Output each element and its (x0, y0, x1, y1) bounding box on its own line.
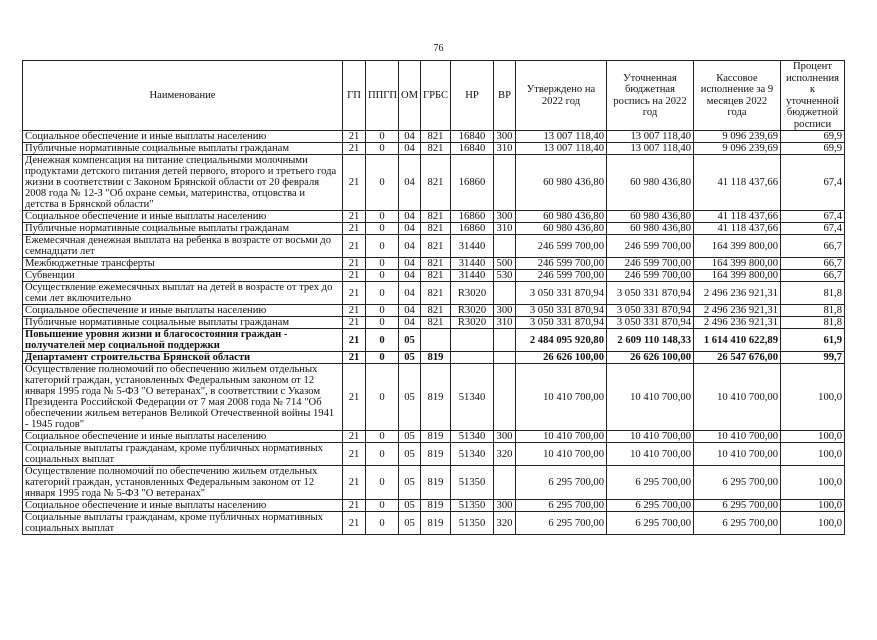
cell-om: 05 (399, 443, 421, 466)
cell-approved: 6 295 700,00 (516, 500, 607, 512)
header-om: ОМ (399, 61, 421, 131)
cell-om: 05 (399, 364, 421, 431)
cell-percent: 81,8 (781, 282, 845, 305)
cell-ppgp: 0 (366, 305, 399, 317)
cell-ppgp: 0 (366, 223, 399, 235)
cell-om: 05 (399, 329, 421, 352)
cell-vr (494, 364, 516, 431)
cell-approved: 246 599 700,00 (516, 270, 607, 282)
cell-cash: 6 295 700,00 (694, 512, 781, 535)
cell-grbs: 821 (421, 258, 451, 270)
cell-ppgp: 0 (366, 270, 399, 282)
cell-percent: 100,0 (781, 431, 845, 443)
table-row (23, 235, 845, 258)
cell-om: 05 (399, 500, 421, 512)
cell-cash: 2 496 236 921,31 (694, 305, 781, 317)
header-row (23, 61, 845, 131)
table-row (23, 466, 845, 500)
cell-grbs: 821 (421, 270, 451, 282)
header-approved: Утверждено на 2022 год (516, 61, 607, 131)
cell-om: 04 (399, 258, 421, 270)
cell-refined: 60 980 436,80 (607, 211, 694, 223)
cell-approved: 10 410 700,00 (516, 431, 607, 443)
cell-approved: 60 980 436,80 (516, 155, 607, 211)
cell-gp: 21 (343, 235, 366, 258)
cell-np: 31440 (451, 270, 494, 282)
cell-om: 05 (399, 352, 421, 364)
cell-vr: 310 (494, 223, 516, 235)
cell-gp: 21 (343, 305, 366, 317)
header-percent: Процент исполнения к уточненной бюджетной росписи (781, 61, 845, 131)
cell-vr (494, 235, 516, 258)
cell-name: Публичные нормативные социальные выплаты гражданам (23, 317, 343, 329)
cell-name: Повышение уровня жизни и благосостояния граждан - получателей мер социальной поддержки (23, 329, 343, 352)
cell-np: 51350 (451, 466, 494, 500)
cell-approved: 13 007 118,40 (516, 143, 607, 155)
cell-grbs: 821 (421, 282, 451, 305)
cell-gp: 21 (343, 329, 366, 352)
cell-vr: 310 (494, 143, 516, 155)
cell-np: 16840 (451, 143, 494, 155)
budget-table (22, 60, 845, 535)
cell-refined: 13 007 118,40 (607, 143, 694, 155)
cell-ppgp: 0 (366, 466, 399, 500)
cell-np: 16860 (451, 223, 494, 235)
cell-grbs: 819 (421, 364, 451, 431)
cell-name: Публичные нормативные социальные выплаты гражданам (23, 143, 343, 155)
cell-refined: 26 626 100,00 (607, 352, 694, 364)
cell-name: Субвенции (23, 270, 343, 282)
cell-refined: 3 050 331 870,94 (607, 305, 694, 317)
cell-approved: 13 007 118,40 (516, 131, 607, 143)
cell-refined: 2 609 110 148,33 (607, 329, 694, 352)
cell-cash: 6 295 700,00 (694, 500, 781, 512)
cell-gp: 21 (343, 364, 366, 431)
table-row (23, 282, 845, 305)
page-number: 76 (433, 43, 444, 54)
cell-approved: 10 410 700,00 (516, 443, 607, 466)
header-vr: ВР (494, 61, 516, 131)
cell-grbs: 821 (421, 155, 451, 211)
table-row (23, 270, 845, 282)
cell-cash: 164 399 800,00 (694, 258, 781, 270)
table-body (23, 131, 845, 535)
cell-ppgp: 0 (366, 155, 399, 211)
cell-refined: 13 007 118,40 (607, 131, 694, 143)
cell-name: Денежная компенсация на питание специальными молочными продуктами детского питания детей первого, второго и третьего года жизни в соответствии с Законом Брянской области от 20 февраля 2008 года № 12-З "Об охране семьи, материнства, отцовства и детства в Брянской области" (23, 155, 343, 211)
cell-gp: 21 (343, 223, 366, 235)
cell-np: 51350 (451, 500, 494, 512)
cell-cash: 2 496 236 921,31 (694, 282, 781, 305)
cell-vr: 320 (494, 512, 516, 535)
header-name: Наименование (23, 61, 343, 131)
cell-name: Социальные выплаты гражданам, кроме публичных нормативных социальных выплат (23, 443, 343, 466)
cell-cash: 10 410 700,00 (694, 443, 781, 466)
cell-np: 16860 (451, 155, 494, 211)
cell-np: R3020 (451, 317, 494, 329)
cell-ppgp: 0 (366, 500, 399, 512)
cell-approved: 6 295 700,00 (516, 512, 607, 535)
cell-om: 04 (399, 131, 421, 143)
cell-ppgp: 0 (366, 211, 399, 223)
table-row (23, 143, 845, 155)
cell-name: Осуществление полномочий по обеспечению жильем отдельных категорий граждан, установленных Федеральным законом от 12 января 1995 года № 5-ФЗ "О ветеранах" (23, 466, 343, 500)
header-np: НР (451, 61, 494, 131)
table-row (23, 329, 845, 352)
cell-cash: 9 096 239,69 (694, 143, 781, 155)
cell-cash: 2 496 236 921,31 (694, 317, 781, 329)
cell-percent: 66,7 (781, 235, 845, 258)
cell-vr: 320 (494, 443, 516, 466)
cell-vr (494, 466, 516, 500)
cell-ppgp: 0 (366, 443, 399, 466)
cell-om: 05 (399, 512, 421, 535)
cell-np: R3020 (451, 282, 494, 305)
cell-refined: 10 410 700,00 (607, 431, 694, 443)
table-row (23, 305, 845, 317)
cell-refined: 10 410 700,00 (607, 364, 694, 431)
table-row (23, 512, 845, 535)
cell-np: 51340 (451, 443, 494, 466)
cell-cash: 6 295 700,00 (694, 466, 781, 500)
cell-percent: 66,7 (781, 258, 845, 270)
cell-approved: 3 050 331 870,94 (516, 317, 607, 329)
cell-approved: 60 980 436,80 (516, 223, 607, 235)
cell-refined: 6 295 700,00 (607, 500, 694, 512)
cell-name: Социальное обеспечение и иные выплаты населению (23, 431, 343, 443)
cell-cash: 26 547 676,00 (694, 352, 781, 364)
table-row (23, 155, 845, 211)
table-row (23, 352, 845, 364)
cell-refined: 246 599 700,00 (607, 235, 694, 258)
cell-gp: 21 (343, 512, 366, 535)
cell-vr (494, 352, 516, 364)
cell-gp: 21 (343, 282, 366, 305)
cell-om: 04 (399, 270, 421, 282)
cell-vr: 500 (494, 258, 516, 270)
cell-approved: 6 295 700,00 (516, 466, 607, 500)
cell-ppgp: 0 (366, 235, 399, 258)
cell-percent: 66,7 (781, 270, 845, 282)
cell-vr (494, 282, 516, 305)
cell-om: 05 (399, 431, 421, 443)
cell-vr: 300 (494, 431, 516, 443)
cell-cash: 9 096 239,69 (694, 131, 781, 143)
cell-vr: 300 (494, 305, 516, 317)
cell-percent: 81,8 (781, 317, 845, 329)
cell-gp: 21 (343, 500, 366, 512)
cell-vr: 300 (494, 131, 516, 143)
cell-vr: 300 (494, 211, 516, 223)
cell-gp: 21 (343, 466, 366, 500)
cell-name: Департамент строительства Брянской области (23, 352, 343, 364)
cell-cash: 41 118 437,66 (694, 211, 781, 223)
cell-om: 04 (399, 282, 421, 305)
table-row (23, 131, 845, 143)
cell-om: 05 (399, 466, 421, 500)
cell-gp: 21 (343, 155, 366, 211)
cell-refined: 60 980 436,80 (607, 155, 694, 211)
table-row (23, 364, 845, 431)
cell-grbs: 821 (421, 131, 451, 143)
cell-gp: 21 (343, 131, 366, 143)
cell-approved: 246 599 700,00 (516, 235, 607, 258)
cell-refined: 246 599 700,00 (607, 270, 694, 282)
cell-om: 04 (399, 223, 421, 235)
cell-ppgp: 0 (366, 352, 399, 364)
cell-approved: 246 599 700,00 (516, 258, 607, 270)
cell-np: 51340 (451, 431, 494, 443)
cell-gp: 21 (343, 431, 366, 443)
cell-percent: 100,0 (781, 364, 845, 431)
header-refined: Уточненная бюджетная роспись на 2022 год (607, 61, 694, 131)
cell-grbs: 819 (421, 431, 451, 443)
cell-np (451, 329, 494, 352)
cell-refined: 6 295 700,00 (607, 512, 694, 535)
cell-percent: 81,8 (781, 305, 845, 317)
cell-gp: 21 (343, 317, 366, 329)
cell-percent: 61,9 (781, 329, 845, 352)
cell-gp: 21 (343, 258, 366, 270)
cell-om: 04 (399, 143, 421, 155)
cell-grbs: 821 (421, 305, 451, 317)
cell-refined: 6 295 700,00 (607, 466, 694, 500)
cell-percent: 69,9 (781, 143, 845, 155)
header-ppgp: ППГП (366, 61, 399, 131)
cell-om: 04 (399, 317, 421, 329)
cell-grbs: 819 (421, 466, 451, 500)
header-gp: ГП (343, 61, 366, 131)
cell-percent: 69,9 (781, 131, 845, 143)
table-row (23, 500, 845, 512)
cell-name: Социальное обеспечение и иные выплаты населению (23, 305, 343, 317)
header-cash: Кассовое исполнение за 9 месяцев 2022 года (694, 61, 781, 131)
table-row (23, 443, 845, 466)
cell-percent: 100,0 (781, 443, 845, 466)
cell-refined: 3 050 331 870,94 (607, 317, 694, 329)
cell-vr (494, 155, 516, 211)
cell-name: Осуществление ежемесячных выплат на детей в возрасте от трех до семи лет включительно (23, 282, 343, 305)
cell-ppgp: 0 (366, 282, 399, 305)
cell-name: Социальное обеспечение и иные выплаты населению (23, 500, 343, 512)
cell-name: Межбюджетные трансферты (23, 258, 343, 270)
cell-ppgp: 0 (366, 512, 399, 535)
cell-grbs: 821 (421, 317, 451, 329)
cell-vr: 310 (494, 317, 516, 329)
cell-approved: 26 626 100,00 (516, 352, 607, 364)
cell-cash: 10 410 700,00 (694, 364, 781, 431)
cell-percent: 67,4 (781, 211, 845, 223)
cell-ppgp: 0 (366, 329, 399, 352)
cell-np (451, 352, 494, 364)
cell-np: 16860 (451, 211, 494, 223)
table-row (23, 223, 845, 235)
cell-np: 31440 (451, 258, 494, 270)
cell-percent: 67,4 (781, 155, 845, 211)
table-row (23, 258, 845, 270)
cell-ppgp: 0 (366, 131, 399, 143)
cell-approved: 10 410 700,00 (516, 364, 607, 431)
cell-name: Социальные выплаты гражданам, кроме публичных нормативных социальных выплат (23, 512, 343, 535)
cell-grbs: 819 (421, 500, 451, 512)
cell-cash: 1 614 410 622,89 (694, 329, 781, 352)
table-row (23, 211, 845, 223)
cell-ppgp: 0 (366, 143, 399, 155)
cell-grbs: 819 (421, 512, 451, 535)
table-row (23, 317, 845, 329)
cell-ppgp: 0 (366, 317, 399, 329)
cell-percent: 99,7 (781, 352, 845, 364)
cell-om: 04 (399, 211, 421, 223)
cell-om: 04 (399, 305, 421, 317)
cell-name: Осуществление полномочий по обеспечению жильем отдельных категорий граждан, установленных Федеральным законом от 12 января 1995 года № 5-ФЗ "О ветеранах", в соответствии с Указом Президента Российской Федерации от 7 мая 2008 года № 714 "Об обеспечении жильем ветеранов Великой Отечественной войны 1941 - 1945 годов" (23, 364, 343, 431)
cell-grbs: 819 (421, 443, 451, 466)
cell-np: 51350 (451, 512, 494, 535)
cell-gp: 21 (343, 270, 366, 282)
cell-name: Ежемесячная денежная выплата на ребенка в возрасте от восьми до семнадцати лет (23, 235, 343, 258)
cell-percent: 100,0 (781, 500, 845, 512)
cell-om: 04 (399, 235, 421, 258)
cell-approved: 3 050 331 870,94 (516, 282, 607, 305)
cell-grbs: 821 (421, 143, 451, 155)
cell-cash: 41 118 437,66 (694, 155, 781, 211)
header-grbs: ГРБС (421, 61, 451, 131)
cell-np: 51340 (451, 364, 494, 431)
cell-approved: 3 050 331 870,94 (516, 305, 607, 317)
cell-vr: 300 (494, 500, 516, 512)
cell-refined: 60 980 436,80 (607, 223, 694, 235)
cell-grbs: 821 (421, 235, 451, 258)
cell-cash: 164 399 800,00 (694, 235, 781, 258)
cell-ppgp: 0 (366, 258, 399, 270)
cell-refined: 10 410 700,00 (607, 443, 694, 466)
cell-grbs: 821 (421, 211, 451, 223)
cell-grbs: 819 (421, 352, 451, 364)
cell-ppgp: 0 (366, 364, 399, 431)
cell-ppgp: 0 (366, 431, 399, 443)
cell-gp: 21 (343, 443, 366, 466)
cell-vr: 530 (494, 270, 516, 282)
cell-name: Социальное обеспечение и иные выплаты населению (23, 131, 343, 143)
cell-cash: 41 118 437,66 (694, 223, 781, 235)
cell-grbs: 821 (421, 223, 451, 235)
cell-np: 31440 (451, 235, 494, 258)
cell-percent: 100,0 (781, 466, 845, 500)
cell-grbs (421, 329, 451, 352)
table-row (23, 431, 845, 443)
cell-cash: 164 399 800,00 (694, 270, 781, 282)
cell-gp: 21 (343, 352, 366, 364)
cell-percent: 100,0 (781, 512, 845, 535)
cell-name: Социальное обеспечение и иные выплаты населению (23, 211, 343, 223)
cell-percent: 67,4 (781, 223, 845, 235)
cell-gp: 21 (343, 211, 366, 223)
cell-gp: 21 (343, 143, 366, 155)
cell-refined: 246 599 700,00 (607, 258, 694, 270)
cell-refined: 3 050 331 870,94 (607, 282, 694, 305)
cell-approved: 2 484 095 920,80 (516, 329, 607, 352)
cell-np: R3020 (451, 305, 494, 317)
cell-om: 04 (399, 155, 421, 211)
cell-name: Публичные нормативные социальные выплаты гражданам (23, 223, 343, 235)
cell-cash: 10 410 700,00 (694, 431, 781, 443)
cell-approved: 60 980 436,80 (516, 211, 607, 223)
cell-vr (494, 329, 516, 352)
cell-np: 16840 (451, 131, 494, 143)
